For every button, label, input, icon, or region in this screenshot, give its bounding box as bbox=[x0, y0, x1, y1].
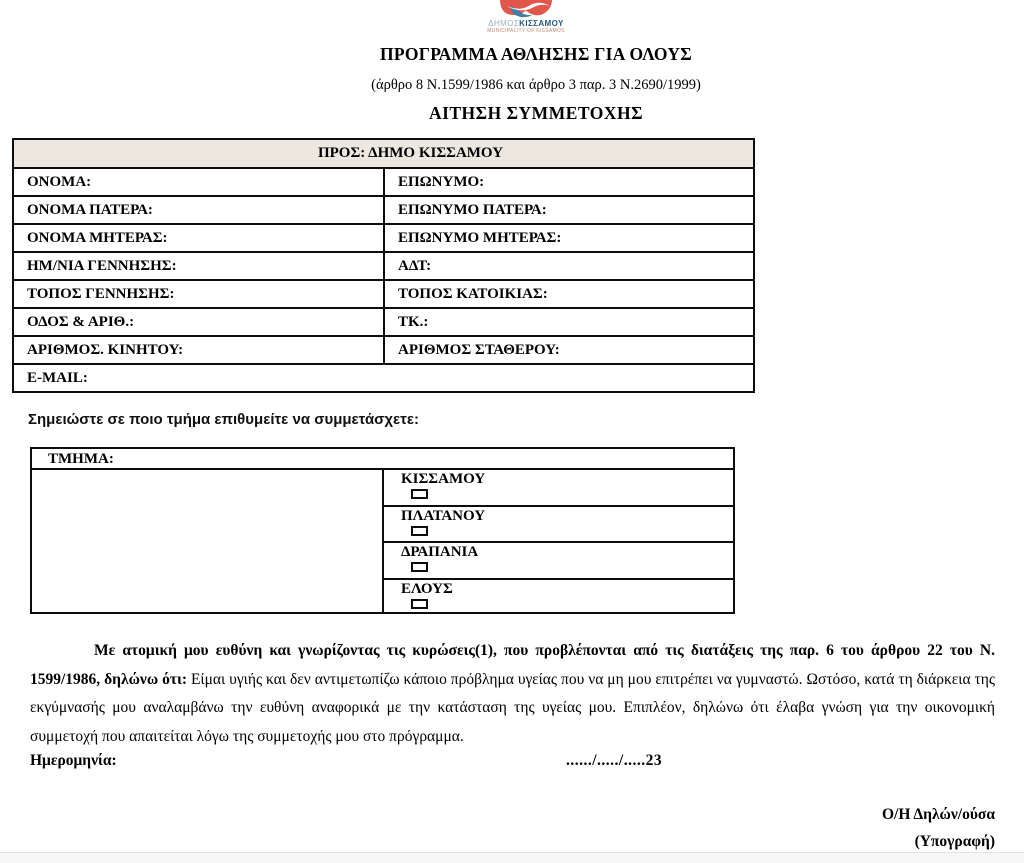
department-checkbox-elous[interactable] bbox=[411, 599, 428, 609]
department-empty-cell bbox=[32, 470, 384, 614]
field-father-name: ΟΝΟΜΑ ΠΑΤΕΡΑ: bbox=[13, 196, 384, 224]
department-label: ΕΛΟΥΣ bbox=[401, 580, 453, 597]
department-label: ΠΛΑΤΑΝΟΥ bbox=[401, 507, 486, 524]
department-option-elous bbox=[384, 580, 733, 615]
table-header-recipient: ΠΡΟΣ: ΔΗΜΟ ΚΙΣΣΑΜΟΥ bbox=[13, 139, 754, 168]
field-mobile-number: ΑΡΙΘΜΟΣ. ΚΙΝΗΤΟΥ: bbox=[13, 336, 384, 364]
department-option-kissamou bbox=[384, 470, 733, 507]
table-row bbox=[13, 224, 754, 252]
date-row bbox=[30, 752, 995, 770]
field-residence-place: ΤΟΠΟΣ ΚΑΤΟΙΚΙΑΣ: bbox=[384, 280, 754, 308]
table-row bbox=[13, 336, 754, 364]
date-label: Ημερομηνία: bbox=[30, 752, 117, 769]
declaration-body-text: Είμαι υγιής και δεν αντιμετωπίζω κάποιο πρόβλημα υγείας που να μη μου επιτρέπει να γυμναστώ. Ωστόσο, κατά τη διάρκεια της εκγύμνασής μου αναλαμβάνω την ευθύνη αναφορικά με την κατάσταση της υγείας μου. Επιπλέον, δηλώνω ότι έλαβα γνώση για την οικονομική συμμετοχή που απαιτείται λόγω της συμμετοχής μου στο πρόγραμμα. bbox=[30, 670, 995, 746]
table-row bbox=[13, 308, 754, 336]
signature-label: (Υπογραφή) bbox=[914, 833, 995, 850]
date-dotted-value: ....../...../.....23 bbox=[566, 752, 663, 769]
department-table bbox=[30, 447, 735, 614]
department-checkbox-kissamou[interactable] bbox=[411, 489, 428, 499]
table-row bbox=[13, 196, 754, 224]
table-row bbox=[13, 364, 754, 392]
municipality-logo bbox=[428, 0, 624, 34]
page-title: ΠΡΟΓΡΑΜΜΑ ΑΘΛΗΣΗΣ ΓΙΑ ΟΛΟΥΣ bbox=[379, 44, 693, 64]
declaration-paragraph bbox=[30, 637, 995, 752]
field-father-surname: ΕΠΩΝΥΜΟ ΠΑΤΕΡΑ: bbox=[384, 196, 754, 224]
department-label: ΚΙΣΣΑΜΟΥ bbox=[401, 471, 486, 487]
field-birth-date: ΗΜ/ΝΙΑ ΓΕΝΝΗΣΗΣ: bbox=[13, 252, 384, 280]
logo-municipality-name-en: MUNICIPALITY OF KISSAMOS bbox=[487, 28, 565, 34]
logo-municipality-name: ΔΗΜΟΣΚΙΣΣΑΜΟΥ bbox=[488, 19, 564, 28]
department-option-platanou bbox=[384, 507, 733, 544]
field-first-name: ΟΝΟΜΑ: bbox=[13, 168, 384, 196]
kissamos-emblem-icon bbox=[428, 0, 624, 18]
department-table-header: ΤΜΗΜΑ: bbox=[32, 449, 733, 470]
department-option-drapania bbox=[384, 543, 733, 580]
declarant-label: Ο/Η Δηλών/ούσα bbox=[881, 806, 995, 823]
declaration-bold-text: Με ατομική μου ευθύνη και γνωρίζοντας τις κυρώσεις(1), που προβλέπονται από τις διατάξεις της παρ. 6 του άρθρου 22 του Ν. 1599/1986, δηλώνω ότι: bbox=[30, 642, 995, 688]
field-postal-code: ΤΚ.: bbox=[384, 308, 754, 336]
field-street-number: ΟΔΟΣ & ΑΡΙΘ.: bbox=[13, 308, 384, 336]
application-title: ΑΙΤΗΣΗ ΣΥΜΜΕΤΟΧΗΣ bbox=[428, 103, 644, 123]
table-row bbox=[13, 168, 754, 196]
table-row bbox=[13, 280, 754, 308]
personal-info-table bbox=[12, 138, 755, 393]
field-last-name: ΕΠΩΝΥΜΟ: bbox=[384, 168, 754, 196]
viewer-bottom-bar bbox=[0, 852, 1024, 863]
field-mother-surname: ΕΠΩΝΥΜΟ ΜΗΤΕΡΑΣ: bbox=[384, 224, 754, 252]
page-subtitle: (άρθρο 8 Ν.1599/1986 και άρθρο 3 παρ. 3 Ν.2690/1999) bbox=[371, 77, 701, 93]
field-email: E-MAIL: bbox=[13, 364, 754, 392]
field-mother-name: ΟΝΟΜΑ ΜΗΤΕΡΑΣ: bbox=[13, 224, 384, 252]
department-checkbox-platanou[interactable] bbox=[411, 526, 428, 536]
department-label: ΔΡΑΠΑΝΙΑ bbox=[401, 544, 479, 560]
field-id-number: ΑΔΤ: bbox=[384, 252, 754, 280]
department-checkbox-drapania[interactable] bbox=[411, 562, 428, 572]
field-landline-number: ΑΡΙΘΜΟΣ ΣΤΑΘΕΡΟΥ: bbox=[384, 336, 754, 364]
table-row bbox=[13, 252, 754, 280]
department-instruction: Σημειώστε σε ποιο τμήμα επιθυμείτε να συμμετάσχετε: bbox=[28, 411, 419, 428]
field-birth-place: ΤΟΠΟΣ ΓΕΝΝΗΣΗΣ: bbox=[13, 280, 384, 308]
